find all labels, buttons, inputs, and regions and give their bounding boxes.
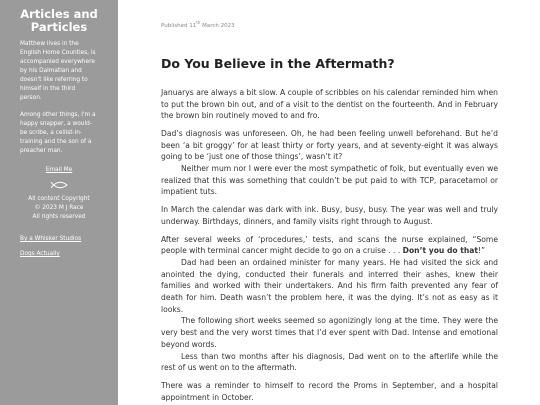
sidebar xyxy=(0,0,118,405)
paragraph-4: In March the calendar was dark with ink. Busy, busy, busy. The year was well and truly underway. Birthdays, dinners, and family visits right through to August. xyxy=(161,205,498,226)
copyright-line-2: © 2023 M J Race xyxy=(34,205,84,211)
paragraph-3: Neither mum nor I were ever the most sympathetic of folk, but eventually even we realized that this was something that couldn’t be put paid to with TCP, paracetamol or impatient tuts. xyxy=(161,164,498,197)
copyright-block xyxy=(0,195,118,222)
dogs-actually-link[interactable]: Dogs Actually xyxy=(20,251,60,257)
paragraph-1: Januarys are always a bit slow. A couple of scribbles on his calendar reminded him when to put the brown bin out, and of a visit to the dentist on the fourteenth. And in February the brown bin routinely moved to and fro. xyxy=(161,87,498,121)
paragraph-8: Less than two months after his diagnosis, Dad went on to the afterlife while the rest of us went on to the aftermath. xyxy=(161,351,498,373)
paragraph-5-start: After several weeks of ‘procedures,’ tests, and scans the nurse explained, “Some people with terminal cancer might decide to go on a cruise . . . xyxy=(161,234,498,256)
article-title: Do You Believe in the Aftermath? xyxy=(161,55,395,71)
paragraph-6: Dad had been an ordained minister for many years. He had visited the sick and anointed the dying, conducted their funerals and interred their ashes, knew their families and worked with their undertakers. And his firm faith prevented any fear of death for him. Death wasn’t the problem here, it was the dying. It’s not as easy as it looks. xyxy=(161,257,498,314)
published-date xyxy=(161,20,498,29)
paragraph-7: The following short weeks seemed so agonizingly long at the time. They were the very best and the very worst times that I’d ever spent with Dad. Intense and emotional beyond words. xyxy=(161,316,498,349)
paragraph-5-bold: Don’t you do that xyxy=(402,246,479,256)
author-bio xyxy=(20,40,98,156)
site-title[interactable] xyxy=(6,8,112,34)
published-ordinal: th xyxy=(196,20,201,25)
by-a-whisker-studios-link[interactable]: By a Whisker Studios xyxy=(20,236,82,242)
article-content xyxy=(161,0,498,403)
site-title-line2: Particles xyxy=(30,20,88,34)
paragraph-5-end: !” xyxy=(478,246,486,256)
copyright-line-1: All content Copyright xyxy=(28,196,90,202)
paragraph-5 xyxy=(161,234,498,257)
copyright-line-3: All rights reserved xyxy=(32,214,86,220)
bio-paragraph-2: Among other things, I'm a happy snapper, a would-be scribe, a cellist-in-training and the son of a preacher man. xyxy=(20,112,96,154)
ichthys-fish-icon xyxy=(50,181,68,189)
bio-paragraph-1: Matthew lives in the English Home Counties, is accompanied everywhere by his Dalmatian and doesn't like referring to himself in the third person. xyxy=(20,41,96,101)
site-title-line1: Articles and xyxy=(20,7,98,21)
article-body xyxy=(161,87,498,404)
paragraph-2: Dad’s diagnosis was unforeseen. Oh, he had been feeling unwell beforehand. But he’d been ‘a bit groggy’ for at least thirty or forty years, and at seventy-eight it was always going to be ‘just one of those things’, wasn’t it? xyxy=(161,128,498,162)
published-suffix: March 2023 xyxy=(200,22,235,29)
paragraph-9: There was a reminder to himself to record the Proms in September, and a hospital appointment in October. xyxy=(161,381,498,402)
published-prefix: Published 11 xyxy=(161,22,197,29)
email-me-link[interactable]: Email Me xyxy=(45,167,73,173)
